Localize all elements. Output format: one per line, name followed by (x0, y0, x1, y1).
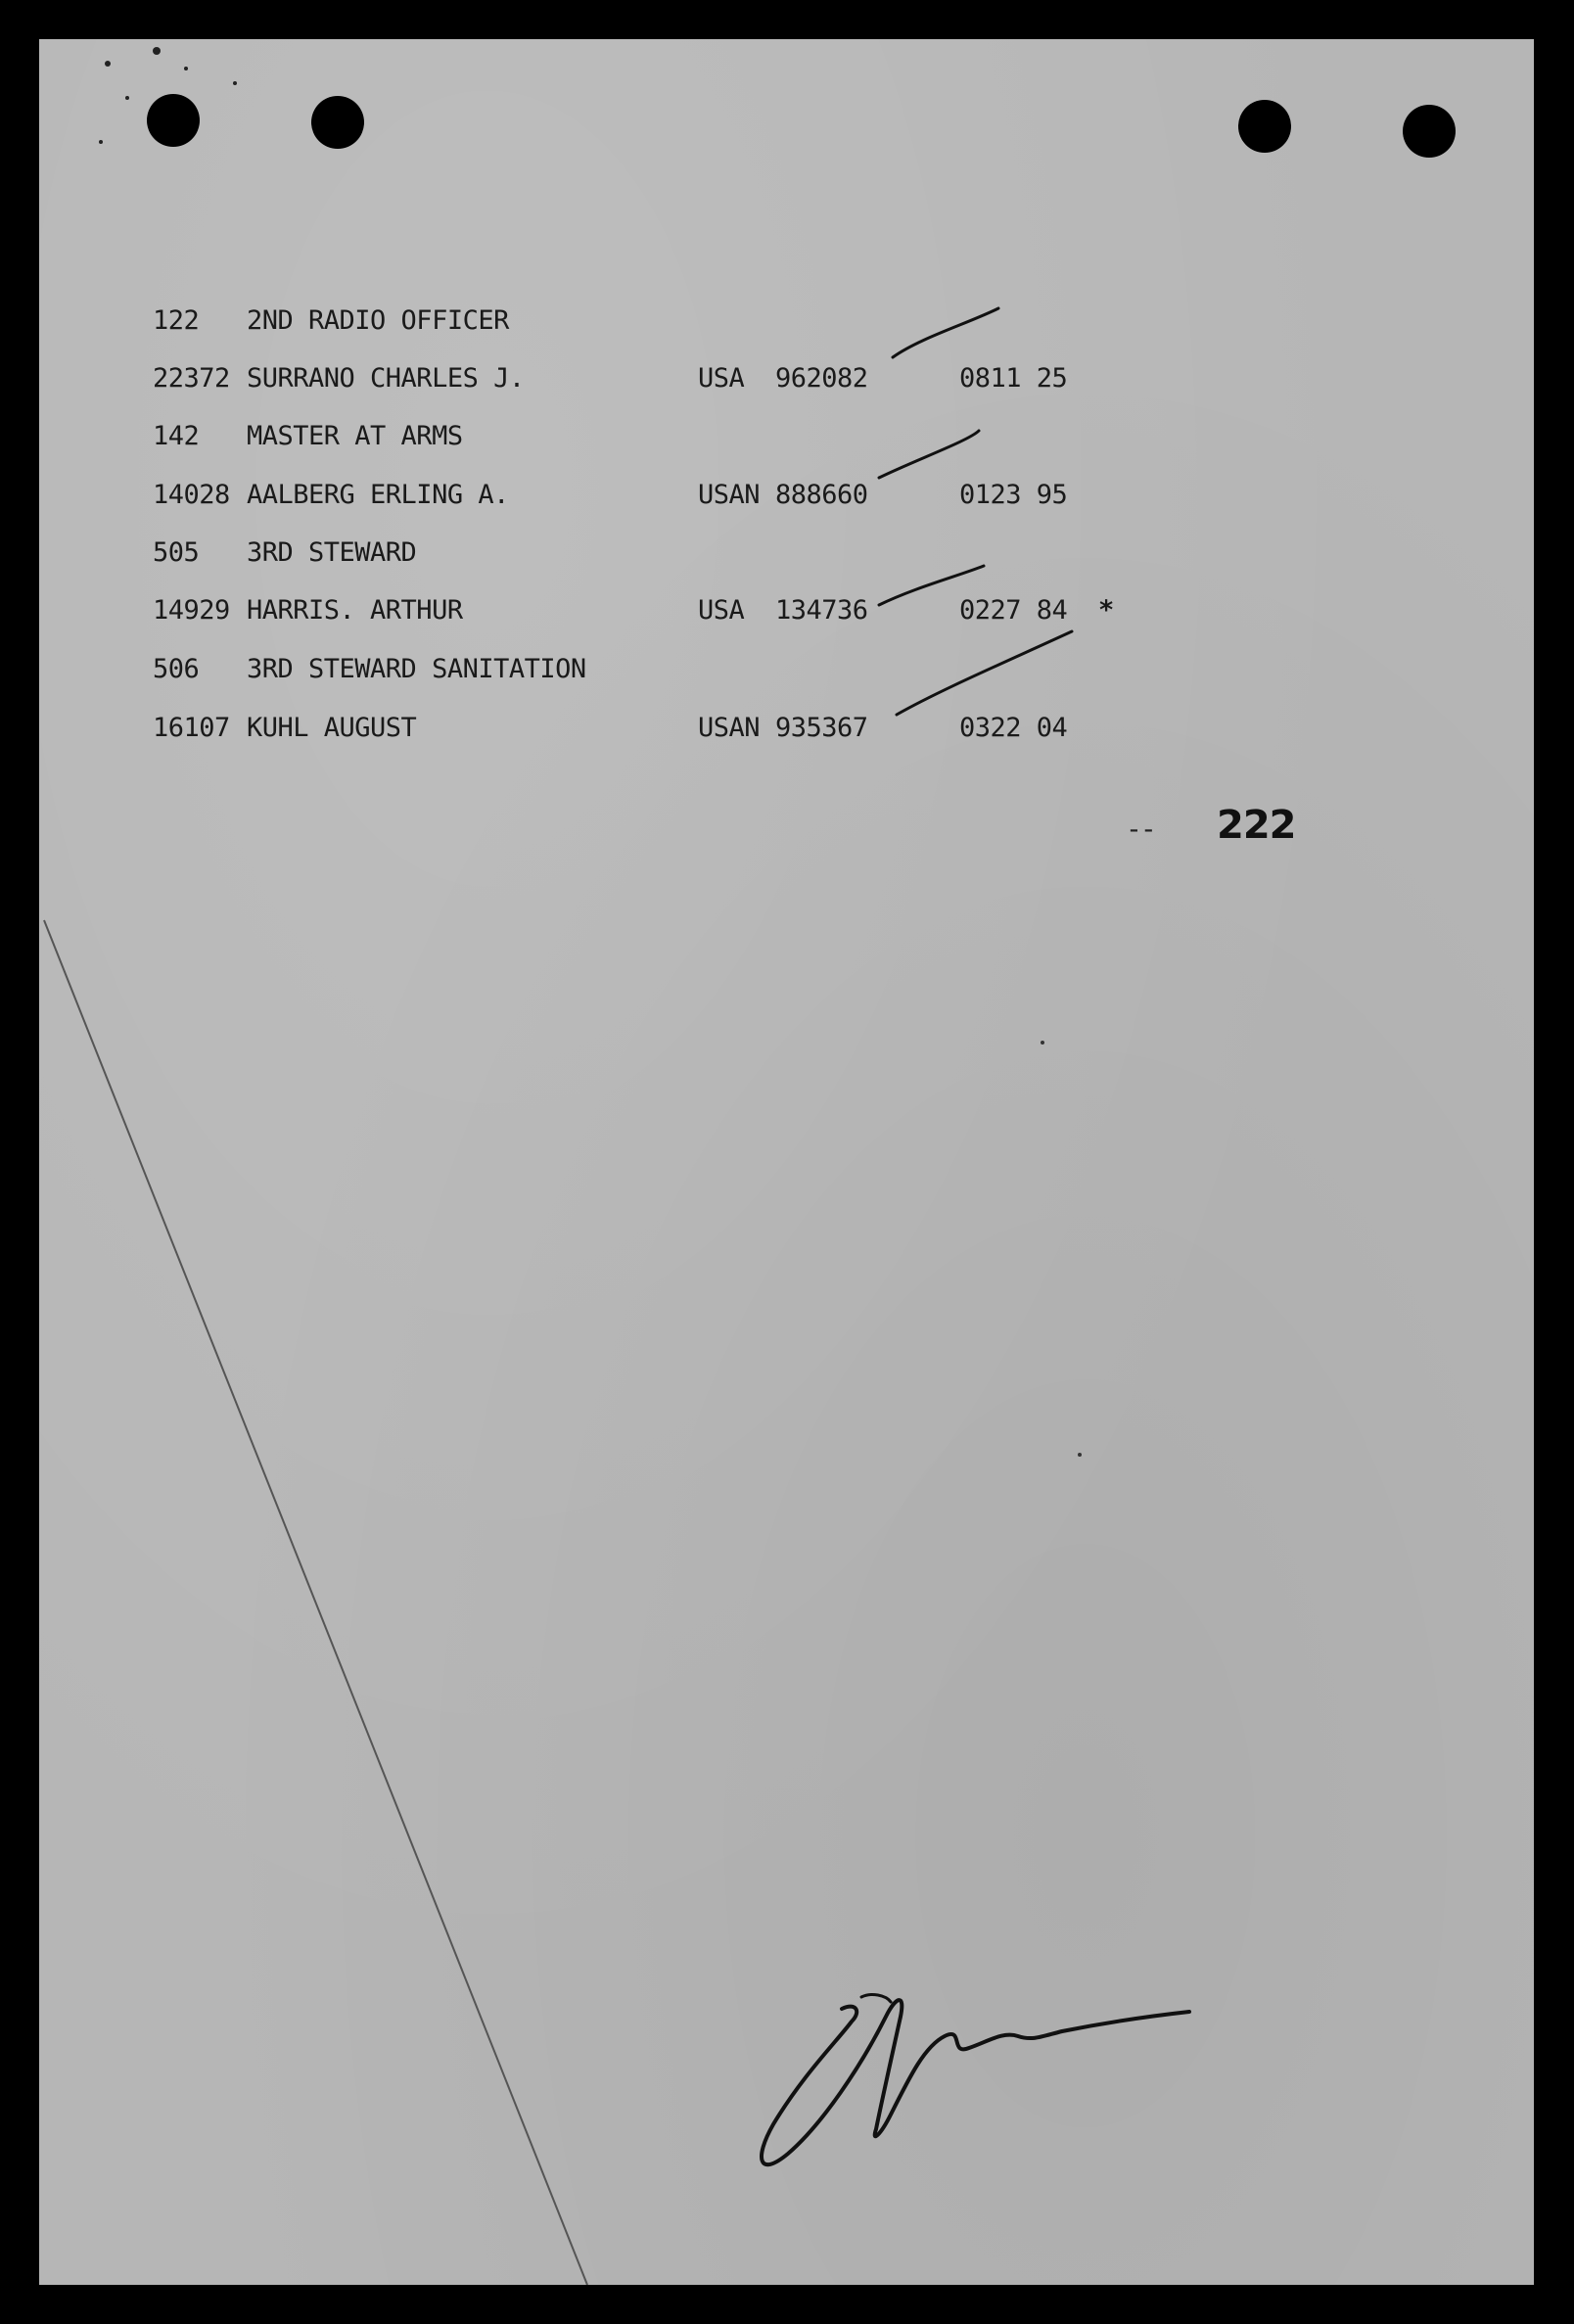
position-code: 122 (153, 305, 200, 336)
crew-code: 22372 (153, 363, 230, 394)
signature (861, 1995, 891, 2002)
handwriting-layer (39, 39, 1534, 2285)
reference-number: 0322 04 (959, 713, 1068, 743)
asterisk-mark: * (1098, 595, 1114, 626)
position-title: MASTER AT ARMS (247, 421, 463, 451)
check-mark (897, 631, 1072, 715)
crease-line (44, 920, 587, 2285)
position-code: 142 (153, 421, 200, 451)
position-title: 2ND RADIO OFFICER (247, 305, 509, 336)
signature (762, 2000, 1189, 2164)
reference-number: 0227 84 (959, 595, 1068, 626)
reference-number: 0123 95 (959, 480, 1068, 510)
crew-name: SURRANO CHARLES J. (247, 363, 525, 394)
document-page (39, 39, 1534, 2285)
id-number: 134736 (775, 595, 868, 626)
id-type: USA (698, 363, 745, 394)
check-mark (879, 431, 979, 478)
check-mark (893, 308, 998, 357)
position-title: 3RD STEWARD (247, 537, 417, 568)
crew-name: AALBERG ERLING A. (247, 480, 509, 510)
crew-code: 14929 (153, 595, 230, 626)
id-type: USAN (698, 713, 761, 743)
crew-name: HARRIS. ARTHUR (247, 595, 463, 626)
id-number: 935367 (775, 713, 868, 743)
crew-name: KUHL AUGUST (247, 713, 417, 743)
id-type: USA (698, 595, 745, 626)
crew-code: 14028 (153, 480, 230, 510)
page-number: 222 (1217, 803, 1296, 848)
id-type: USAN (698, 480, 761, 510)
id-number: 962082 (775, 363, 868, 394)
reference-number: 0811 25 (959, 363, 1068, 394)
page-dashes: -- (1126, 813, 1155, 845)
position-code: 506 (153, 654, 200, 684)
check-mark (879, 566, 984, 605)
position-title: 3RD STEWARD SANITATION (247, 654, 586, 684)
crew-code: 16107 (153, 713, 230, 743)
position-code: 505 (153, 537, 200, 568)
id-number: 888660 (775, 480, 868, 510)
